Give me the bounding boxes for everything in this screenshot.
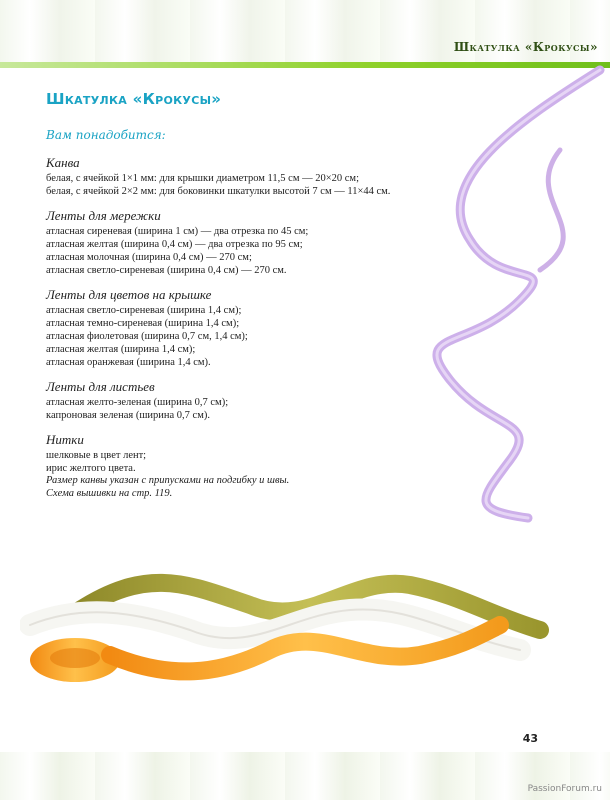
materials-heading: Вам понадобится: xyxy=(46,128,166,142)
running-header-title: Шкатулка «Крокусы» xyxy=(453,40,598,54)
materials-section-canvas xyxy=(46,155,466,198)
material-line: атласная светло-сиреневая (ширина 0,4 см) — 270 см. xyxy=(46,265,287,276)
materials-section-openwork-ribbons xyxy=(46,208,466,277)
bottom-decorative-band xyxy=(0,752,610,800)
section-title: Ленты для цветов на крышке xyxy=(46,287,212,302)
page-number: 43 xyxy=(522,732,538,745)
material-line: атласная желтая (ширина 1,4 см); xyxy=(46,344,196,355)
materials-section-leaf-ribbons xyxy=(46,379,466,422)
material-line: атласная оранжевая (ширина 1,4 см). xyxy=(46,357,211,368)
material-line: атласная молочная (ширина 0,4 см) — 270 см; xyxy=(46,252,252,263)
section-title: Канва xyxy=(46,155,80,170)
section-title: Ленты для листьев xyxy=(46,379,155,394)
satin-ribbons-photo xyxy=(20,555,560,695)
orange-ribbon-coil-inner xyxy=(50,648,100,668)
material-line: атласная темно-сиреневая (ширина 1,4 см); xyxy=(46,318,240,329)
lilac-ribbon-back-strand xyxy=(540,150,563,270)
section-title: Нитки xyxy=(46,432,84,447)
materials-section-lid-flower-ribbons xyxy=(46,287,466,369)
watermark: PassionForum.ru xyxy=(527,784,602,794)
material-line: белая, с ячейкой 1×1 мм: для крышки диаметром 11,5 см — 20×20 см; xyxy=(46,173,359,184)
material-line: атласная сиреневая (ширина 1 см) — два отрезка по 45 см; xyxy=(46,226,309,237)
material-line: атласная желто-зеленая (ширина 0,7 см); xyxy=(46,397,229,408)
page-title: Шкатулка «Крокусы» xyxy=(46,90,222,108)
material-line: атласная желтая (ширина 0,4 см) — два отрезка по 95 см; xyxy=(46,239,303,250)
material-line: атласная светло-сиреневая (ширина 1,4 см); xyxy=(46,305,242,316)
material-line: белая, с ячейкой 2×2 мм: для боковинки шкатулки высотой 7 см — 11×44 см. xyxy=(46,186,391,197)
materials-list xyxy=(46,155,466,485)
note-line: Размер канвы указан с припусками на подгибку и швы. xyxy=(46,475,290,486)
materials-section-threads xyxy=(46,432,466,475)
material-line: атласная фиолетовая (ширина 0,7 см, 1,4 см); xyxy=(46,331,248,342)
material-line: ирис желтого цвета. xyxy=(46,463,136,474)
section-title: Ленты для мережки xyxy=(46,208,161,223)
material-line: капроновая зеленая (ширина 0,7 см). xyxy=(46,410,210,421)
note-line: Схема вышивки на стр. 119. xyxy=(46,488,173,499)
material-line: шелковые в цвет лент; xyxy=(46,450,147,461)
canvas-note xyxy=(46,474,466,500)
